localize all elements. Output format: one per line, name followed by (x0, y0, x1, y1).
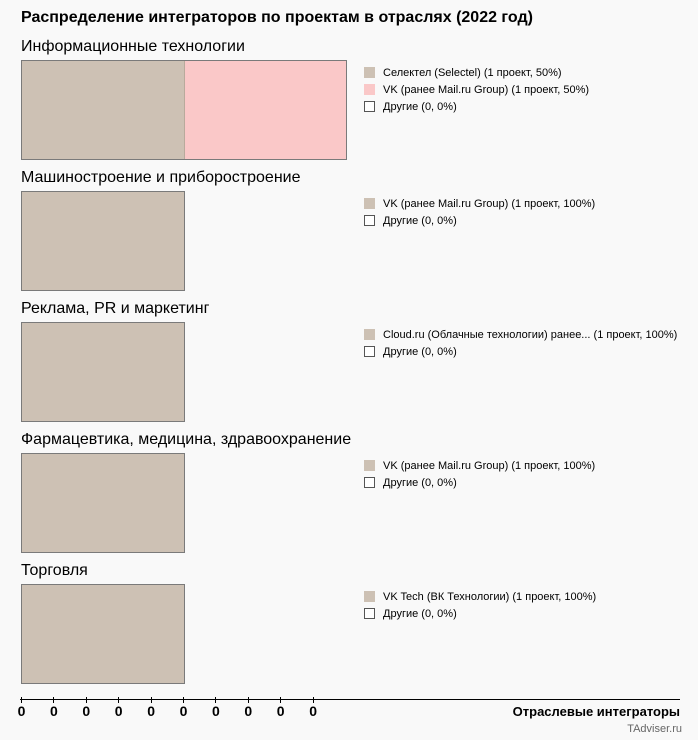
legend-label: Другие (0, 0%) (383, 100, 457, 113)
legend-label: Cloud.ru (Облачные технологии) ранее... (1 проект, 100%) (383, 328, 678, 341)
sector-legend (364, 588, 596, 622)
legend-label: VK (ранее Mail.ru Group) (1 проект, 50%) (383, 83, 590, 96)
legend-swatch (364, 460, 375, 471)
bar-segment[interactable] (22, 323, 184, 421)
legend-swatch (364, 67, 375, 78)
legend-item[interactable] (364, 474, 595, 491)
legend-label: Селектел (Selectel) (1 проект, 50%) (383, 66, 562, 79)
legend-swatch (364, 591, 375, 602)
legend-item[interactable] (364, 457, 595, 474)
legend-item[interactable] (364, 81, 589, 98)
x-tick-label: 0 (147, 703, 155, 719)
x-tick-label: 0 (49, 703, 58, 719)
source-credit: TAdviser.ru (627, 723, 682, 735)
legend-swatch (364, 477, 375, 488)
legend-item[interactable] (364, 605, 596, 622)
sector-legend (364, 457, 595, 491)
legend-label: VK Tech (ВК Технологии) (1 проект, 100%) (383, 590, 597, 603)
legend-swatch (364, 329, 375, 340)
legend-item[interactable] (364, 98, 589, 115)
x-tick-label: 0 (82, 703, 91, 719)
x-tick-label: 0 (114, 703, 123, 719)
bar-segment[interactable] (22, 192, 184, 290)
legend-item[interactable] (364, 195, 595, 212)
legend-swatch (364, 346, 375, 357)
legend-label: Другие (0, 0%) (383, 476, 457, 489)
legend-item[interactable] (364, 326, 677, 343)
legend-item[interactable] (364, 212, 595, 229)
legend-swatch (364, 101, 375, 112)
sector-label: Торговля (21, 562, 88, 579)
chart-title: Распределение интеграторов по проектам в отраслях (2022 год) (21, 9, 533, 26)
bar-segment[interactable] (184, 61, 346, 159)
sector-label: Реклама, PR и маркетинг (21, 300, 210, 317)
legend-swatch (364, 84, 375, 95)
x-tick-label: 0 (276, 703, 285, 719)
sector-legend (364, 326, 677, 360)
legend-swatch (364, 608, 375, 619)
legend-swatch (364, 215, 375, 226)
x-axis-title: Отраслевые интеграторы (512, 704, 680, 719)
legend-label: VK (ранее Mail.ru Group) (1 проект, 100%) (383, 459, 596, 472)
bar-segment[interactable] (22, 454, 184, 552)
sector-label: Информационные технологии (21, 38, 245, 55)
legend-item[interactable] (364, 343, 677, 360)
legend-label: Другие (0, 0%) (383, 214, 457, 227)
legend-item[interactable] (364, 64, 589, 81)
x-tick-label: 0 (244, 703, 253, 719)
sector-bar (21, 453, 185, 553)
sector-label: Фармацевтика, медицина, здравоохранение (21, 431, 352, 448)
sector-bar (21, 584, 185, 684)
x-tick-label: 0 (17, 703, 26, 719)
legend-label: Другие (0, 0%) (383, 607, 457, 620)
sector-legend (364, 64, 589, 115)
sector-bar (21, 322, 185, 422)
legend-label: VK (ранее Mail.ru Group) (1 проект, 100%) (383, 197, 596, 210)
bar-segment[interactable] (22, 61, 184, 159)
bar-segment[interactable] (22, 585, 184, 683)
x-tick-label: 0 (211, 703, 220, 719)
x-tick-label: 0 (179, 703, 188, 719)
sector-legend (364, 195, 595, 229)
x-tick-label: 0 (309, 703, 317, 719)
legend-label: Другие (0, 0%) (383, 345, 457, 358)
sector-bar (21, 60, 347, 160)
sector-bar (21, 191, 185, 291)
sector-label: Машиностроение и приборостроение (21, 169, 301, 186)
legend-swatch (364, 198, 375, 209)
legend-item[interactable] (364, 588, 596, 605)
